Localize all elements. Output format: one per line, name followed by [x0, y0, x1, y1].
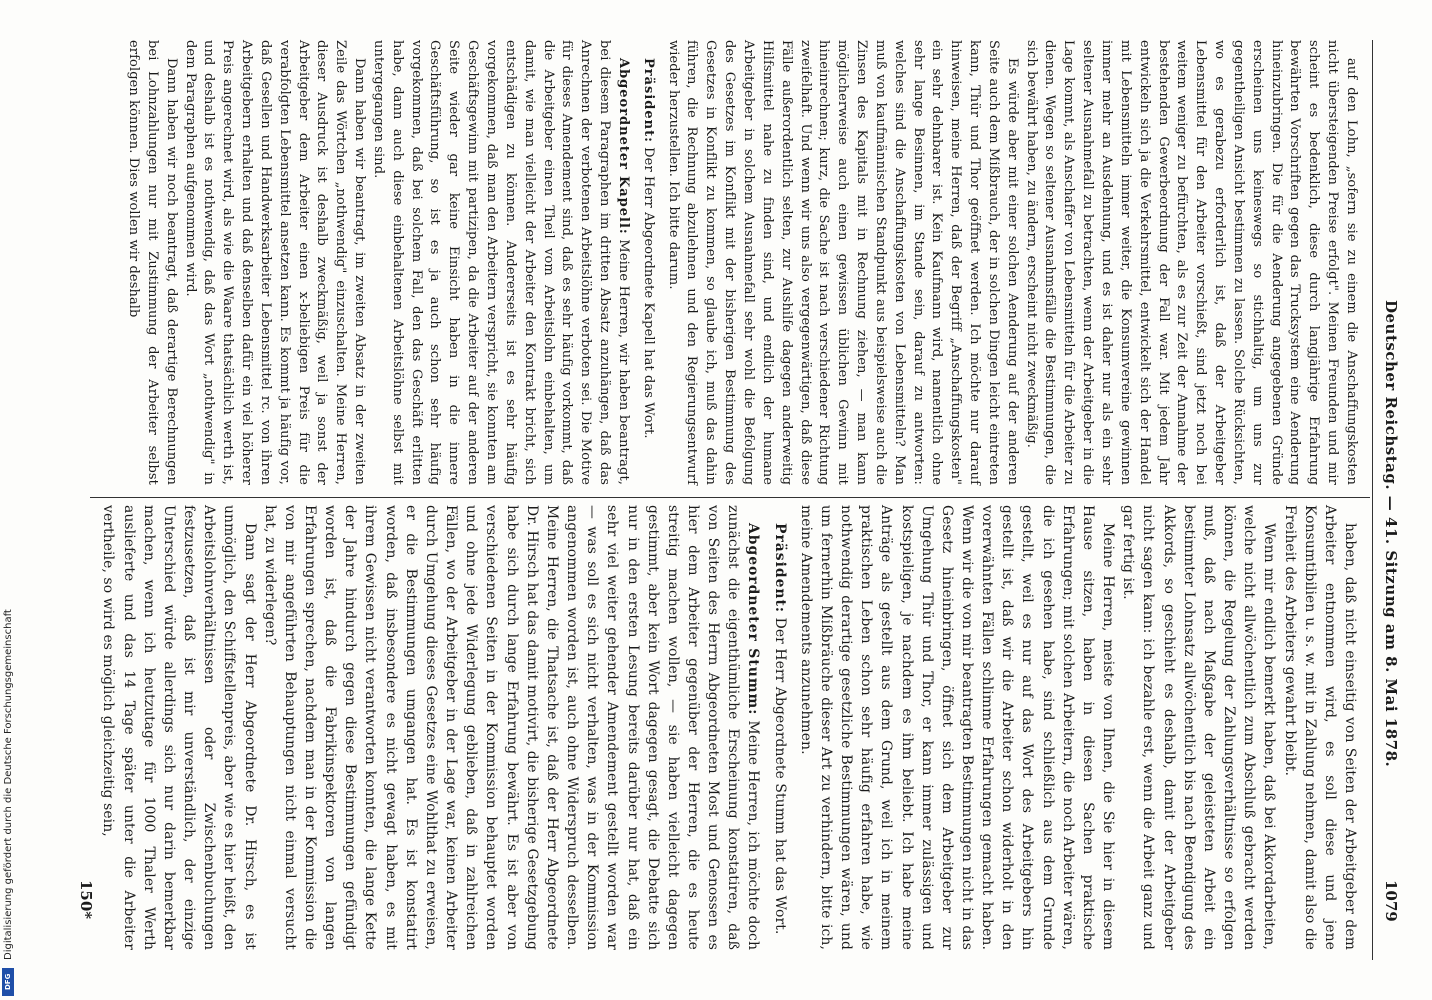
- speaker-text: Der Herr Abgeordnete Kapell hat das Wort.: [640, 142, 656, 439]
- paragraph: auf den Lohn, „sofern sie zu einem die Anschaffungskosten nicht übersteigenden Preise erfolgt". Meinen Freunden und mir scheint es bedenklich, diese durch langjährige Erfahrung bewährten Vorschriften gegen das Trucksystem eine Aenderung hineinzubringen. Die für die Aenderung angegebenen Gründe erscheinen uns keineswegs so stichhaltig, um uns zur gegentheiligen Ansicht bestimmen zu lassen. Solche Rücksichten, wo es gerabezu erforderlich ist, daß der Arbeitgeber Lebensmittel für den Arbeiter vorschießt, sind jetzt noch bei weitem weniger zu befürchten, als es zur Zeit der Annahme der bestehenden Gewerbeordnung der Fall war. Mit jedem Jahr entwickeln sich ja die Verkehrsmittel, entwickelt sich der Handel mit Lebensmitteln immer weiter, die Konsumvereine gewinnen immer mehr an Ausdehnung, und es ist daher nur als ein sehr seltener Ausnahmefall zu betrachten, wenn der Arbeitgeber in die Lage kommt, als Anschaffer von Lebensmitteln für die Arbeiter zu dienen. Wegen so seltener Ausnahmsfälle die Bestimmungen, die sich bewährt haben, zu ändern, erscheint nicht zweckmäßig.: [1023, 40, 1359, 485]
- signature-mark: 150*: [77, 880, 95, 920]
- digitization-note: Digitalisierung gefördert durch die Deutsche Forschungsgemeinschaft: [3, 609, 14, 960]
- paragraph: Dann sagt der Herr Abgeordnete Dr. Hirsch, es ist unmöglich, den Schiffstellenpreis, aber wie es hier heißt, den Arbeitslohnverhältnissen oder Zwischenbuchungen festzusetzen, daß ist mir unverständlich, der einzige Unterschied würde allerdings sich nur darin bemerkbar machen, wenn ich heutzutage für 1000 Thaler Werth auslieferte und das 14 Tage später unter die Arbeiter vertheile, so wird es möglich gleichzeitig sein,: [100, 505, 258, 950]
- column-divider: [90, 497, 1370, 498]
- speaker-label: Präsident:: [771, 523, 788, 614]
- text-column-upper: [123, 40, 1360, 485]
- speaker-label: Abgeordneter Stumm:: [745, 523, 762, 716]
- speaker-paragraph: [260, 505, 764, 950]
- header-rule: [1372, 40, 1373, 960]
- running-head: Deutscher Reichstag. — 41. Sitzung am 8. Mai 1878.: [1382, 300, 1400, 768]
- paragraph: Wenn mir endlich bemerkt haben, daß bei Akkordarbeiten, welche nicht allwöchentlich zum Abschluß gebracht werden können, die Regelung der Zahlungsverhältnisse so erfolgen muß, daß nach Maßgabe der geleisteten Arbeit ein bestimmter Lohnsatz allwöchentlich bis nach Beendigung des Akkords, so geschieht es deshalb, damit der Arbeitgeber nicht sagen kann: ich bezahle erst, wenn die Arbeit ganz und gar fertig ist.: [1120, 505, 1278, 950]
- speaker-paragraph: [769, 505, 789, 950]
- speaker-label: Präsident:: [640, 58, 656, 143]
- speaker-text: Der Herr Abgeordnete Stumm hat das Wort.: [771, 613, 788, 935]
- speaker-text: Meine Herren, ich möchte doch zunächst die eigenthümliche Erscheinung konstatiren, daß von Seiten des Herrn Abgeordneten Most und Genossen es hier dem Arbeiter gegenüber der Herren, die es heute streitig machen wollen, — sie haben vielleicht dagegen gestimmt, aber kein Wort dagegen gesagt, die Debatte sich nur in den ersten Lesung bereits darüber nur hat, daß ein sehr viel weiter gehender Amendement gestellt worden war — was soll es sich nicht verhalten, was in der Kommission angenommen worden ist, auch ohne Widerspruch desselben. Meine Herren, die Thatsache ist, daß der Herr Abgeordnete Dr. Hirsch hat das damit motivirt, die bisherige Gesetzgebung habe sich durch lange Erfahrung bewährt. Es ist aber von verschiedenen Seiten in der Kommission behauptet worden und ohne jede Widerlegung geblieben, daß in zahlreichen Fällen, wo der Arbeitgeber in der Lage war, keinen Arbeiter durch Umgehung dieses Gesetzes eine Wohlthat zu erweisen, er die Bestimmungen umgangen hat. Es ist konstatirt worden, daß insbesondere es nicht gewagt haben, es mit ihrem Gewissen nicht verantworten konnten, die lange Kette der Jahre hindurch gegen diese Bestimmungen gefündigt worden ist, daß die Fabrikinspektoren von langen Erfahrungen sprechen, nachdem man in der Kommission die von mir angeführten Behauptungen nicht einmal versucht hat, zu widerlegen?: [261, 505, 762, 950]
- paragraph: Es würde aber mit einer solchen Aenderung auf der anderen Seite auch dem Mißbrauch, der in solchen Dingen leicht eintreten kann, Thür und Thor geöffnet werden. Ich möchte nur darauf hinweisen, meine Herren, daß der Begriff „Anschaffungskosten" ein sehr dehnbarer ist. Kein Kaufmann wird, namentlich ohne sehr lange Besinnen, im Stande sein, darauf zu antworten: welches sind die Anschaffungskosten von Lebensmitteln? Man muß von kaufmännischen Standpunkt aus beispielsweise auch die Zinsen des Kapitals mit in Rechnung ziehen, — man kann möglicherweise auch einen gewissen üblichen Gewinn mit hineinrechnen; kurz, die Sache ist nach verschiedener Richtung zweifelhaft. Und wenn wir uns also vergegenwärtigen, daß diese Fälle außerordentlich selten, zur Aushilfe dagegen anderweitig Hilfsmittel nahe zu finden sind, und endlich der humane Arbeitgeber in solchem Ausnahmefall sehr wohl die Befolgung des Gesetzes im Konflikt mit der bisherigen Bestimmung des Gesetzes in Konflikt zu kommen, so glaube ich, muß das dahin führen, die Rechnung abzulehnen und den Regierungsentwurf wieder herzustellen. Ich bitte darum.: [665, 40, 1020, 485]
- text-column-lower: [98, 505, 1360, 950]
- paragraph: haben, daß nicht einseitig von Seiten der Arbeitgeber dem Arbeiter entnommen wird, es soll diese und jene Konsumtibilien u. s. w. mit in Zahlung nehmen, damit also die Freiheit des Arbeiters gewahrt bleibt.: [1281, 505, 1358, 950]
- speaker-text: Meine Herren, wir haben beantragt, bei diesem Paragraphen im dritten Absatz anzuhängen, daß das Anrechnen der verbotenen Arbeitslöhne verboten sei. Die Motive für dieses Amendement sind, daß es sehr häufig vorkommt, daß die Arbeitgeber einen Theil vom Arbeitslohn einbehalten, um damit, wie man vielleicht der Arbeiter den Kontrakt bricht, sich entschädigen zu können. Andererseits ist es sehr häufig vorgekommen, daß man den Arbeitern verspricht, sie konnten am Geschäftsgewinn mit partizipen, da die Arbeiter auf der anderen Seite wieder gar keine Einsicht haben in die innere Geschäftsführung, so ist es ja auch schon sehr häufig vorgekommen, daß bei solchem Fall, den das Geschäft erlitten habe, dann auch diese einbehaltenen Arbeitslöhne selbst mit untergegangen sind.: [370, 40, 631, 486]
- page-number: 1079: [1382, 880, 1400, 922]
- speaker-paragraph: [638, 40, 657, 485]
- paragraph: Dann haben wir noch beantragt, daß derartige Berechnungen bei Lohnzahlungen nur mit Zustimmung der Arbeiter selbst erfolgen können. Dies wollen wir deshalb: [126, 40, 179, 485]
- speaker-label: Abgeordneter Kapell:: [615, 58, 631, 235]
- paragraph: Dann haben wir beantragt, im zweiten Absatz in der zweiten Zeile das Wörtchen „nothwendig" einzuschalten. Meine Herren, dieser Ausdruck ist deshalb zweckmäßig, weil ja sonst der Arbeitgeber dem Arbeiter einen x-beliebigen Preis für die verabfolgten Lebensmittel ansetzen kann. Es kommt ja häufig vor, daß Gesellen und Handwerksarbeiter Lebensmittel rc. von ihren Arbeitgebern erhalten und daß denselben dafür ein viel höherer Preis angerechnet wird, als wie die Waare thatsächlich werth ist, und deshalb ist es nothwendig, daß das Wort „nothwendig" in dem Paragraphen aufgenommen wird.: [182, 40, 368, 485]
- speaker-paragraph: [368, 40, 632, 485]
- dfg-logo: DFG: [2, 968, 14, 996]
- paragraph: Meine Herren, meiste von Ihnen, die Sie hier in diesem Hause sitzen, haben in diesen Sachen praktische Erfahrungen; mit solchen Arbeitern, die noch Arbeiter wären, die ich gesehen habe, sind schließlich aus dem Grunde gestellt, weil es nur auf das Wort des Arbeitgebers hin gestellt ist, daß wir die Arbeiter schon widerholt in den vorerwähnten Fällen schlimme Erfahrungen gemacht haben. Wenn wir die von mir beantragten Bestimmungen nicht in das Gesetz hineinbringen, öffnet sich dem Arbeitgeber zur Umgehung Thür und Thor, er kann immer zulässigen und kostspieligen, je nachdem es ihm beliebt. Ich habe meine Anträge als gestellt aus dem Grund, weil ich in meinem praktischen Leben schon sehr häufig erfahren habe, wie nothwendig derartige gesetzliche Bestimmungen wären, und um fernerhin Mißbräuche dieser Art zu verhindern, bitte ich, meine Amendements anzunehmen.: [797, 505, 1117, 950]
